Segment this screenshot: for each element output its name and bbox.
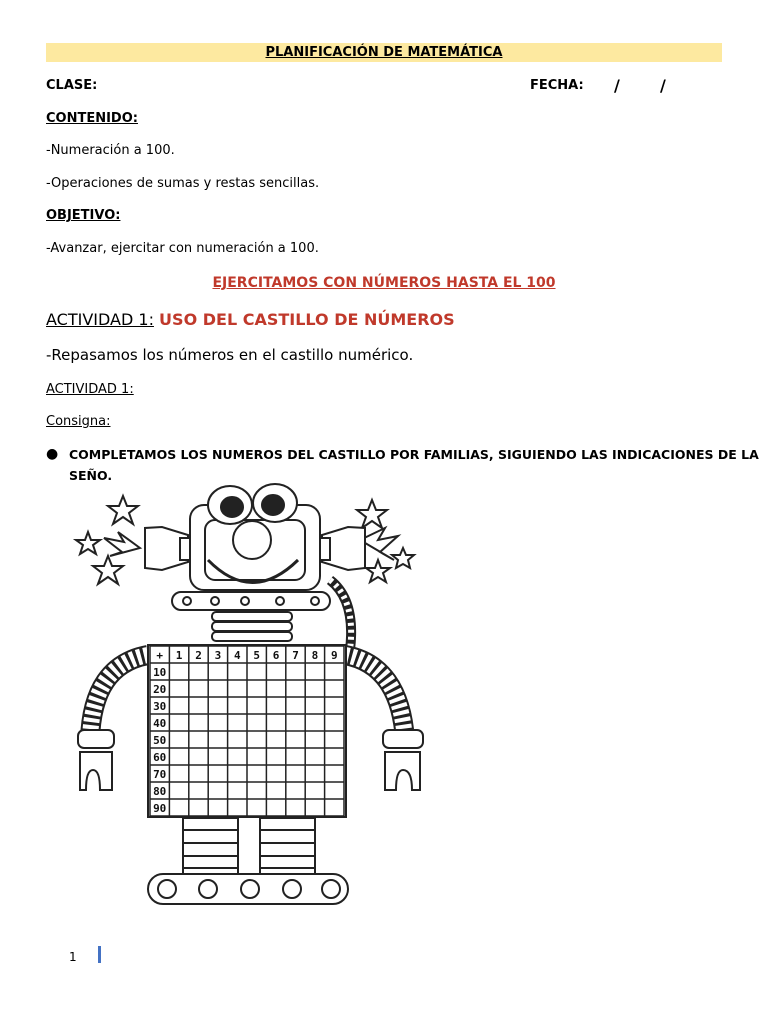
- grid-row-header: 90: [153, 802, 167, 815]
- clase-label: CLASE:: [46, 78, 98, 93]
- grid-column-header: 5: [253, 649, 261, 662]
- fecha-label: FECHA:: [530, 78, 584, 93]
- contenido-item-2: -Operaciones de sumas y restas sencillas.: [46, 176, 320, 191]
- grid-column-header: 1: [175, 649, 183, 662]
- document-title: PLANIFICACIÓN DE MATEMÁTICA: [46, 43, 722, 62]
- instruction-line-1: COMPLETAMOS LOS NUMEROS DEL CASTILLO POR FAMILIAS, SIGUIENDO LAS INDICACIONES DE LA: [69, 447, 759, 462]
- wheel-icon: [241, 880, 259, 898]
- section-title: EJERCITAMOS CON NÚMEROS HASTA EL 100: [212, 275, 556, 291]
- grid-row-header: 60: [153, 751, 167, 764]
- neck-plate: [172, 592, 330, 610]
- claw-right: [385, 752, 420, 790]
- activity-name: USO DEL CASTILLO DE NÚMEROS: [159, 310, 455, 329]
- instruction-line-2: SEÑO.: [69, 468, 113, 483]
- grid-row-header: 20: [153, 683, 167, 696]
- grid-row-header: 80: [153, 785, 167, 798]
- grid-row-header: 10: [153, 666, 167, 679]
- grid-row-header: 30: [153, 700, 167, 713]
- grid-corner: +: [156, 649, 164, 662]
- wheel-icon: [199, 880, 217, 898]
- contenido-item-1: -Numeración a 100.: [46, 143, 175, 158]
- activity-intro: -Repasamos los números en el castillo numérico.: [46, 346, 414, 364]
- date-slash-2: /: [660, 76, 666, 95]
- wheel-icon: [283, 880, 301, 898]
- contenido-heading: CONTENIDO:: [46, 111, 138, 126]
- activity-label: ACTIVIDAD 1:: [46, 310, 154, 329]
- grid-row-header: 70: [153, 768, 167, 781]
- grid-column-header: 2: [195, 649, 202, 662]
- claw-left: [80, 752, 112, 790]
- consigna-label: Consigna:: [46, 414, 111, 429]
- page-number: 1: [69, 950, 77, 964]
- objetivo-item-1: -Avanzar, ejercitar con numeración a 100.: [46, 241, 319, 256]
- grid-column-header: 6: [272, 649, 280, 662]
- grid-row-header: 40: [153, 717, 167, 730]
- bullet-icon: ●: [46, 446, 59, 462]
- objetivo-heading: OBJETIVO:: [46, 208, 121, 223]
- star-icon: [392, 548, 414, 568]
- grid-column-header: 7: [292, 649, 299, 662]
- nose: [233, 521, 271, 559]
- star-icon: [108, 496, 138, 524]
- grid-column-header: 3: [214, 649, 222, 662]
- grid-row-header: 50: [153, 734, 167, 747]
- activity-sub-label: ACTIVIDAD 1:: [46, 382, 134, 397]
- grid-column-header: 8: [311, 649, 319, 662]
- date-slash-1: /: [614, 76, 620, 95]
- spark-icon: [104, 532, 140, 556]
- star-icon: [357, 500, 387, 528]
- grid-column-header: 4: [233, 649, 241, 662]
- star-icon: [93, 556, 123, 584]
- star-icon: [76, 532, 100, 554]
- footer-bar: [98, 946, 101, 963]
- wheel-icon: [322, 880, 340, 898]
- wheel-icon: [158, 880, 176, 898]
- grid-column-header: 9: [330, 649, 338, 662]
- star-icon: [366, 560, 390, 582]
